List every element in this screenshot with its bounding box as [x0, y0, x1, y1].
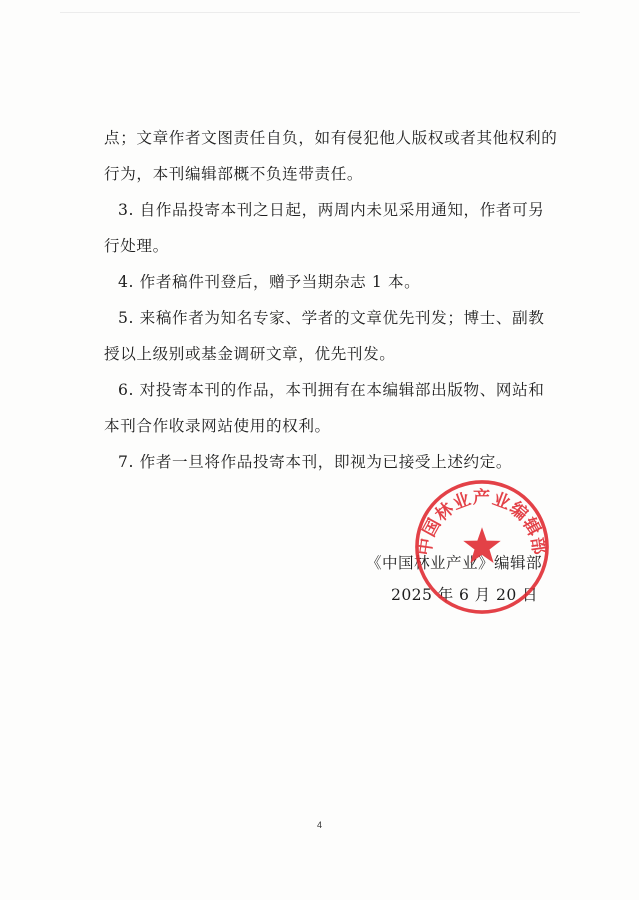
paragraph-5-line: 授以上级别或基金调研文章，优先刊发。 [104, 345, 396, 363]
seal-star-icon [463, 527, 500, 563]
paragraph-6-line: 6. 对投寄本刊的作品，本刊拥有在本编辑部出版物、网站和 [118, 381, 545, 399]
seal-text: 中国林业产业编辑部 [415, 488, 549, 557]
paragraph-4-line: 4. 作者稿件刊登后，赠予当期杂志 1 本。 [118, 273, 421, 291]
signature-organization: 《中国林业产业》编辑部 [366, 554, 542, 572]
paragraph-7-line: 7. 作者一旦将作品投寄本刊，即视为已接受上述约定。 [118, 453, 513, 471]
paragraph-3-line: 行处理。 [104, 237, 169, 255]
official-seal-stamp [413, 478, 551, 616]
signature-date: 2025 年 6 月 20 日 [391, 586, 539, 604]
paragraph-6-line: 本刊合作收录网站使用的权利。 [104, 417, 331, 435]
paragraph-3-line: 3. 自作品投寄本刊之日起，两周内未见采用通知，作者可另 [118, 201, 545, 219]
paragraph-2-line: 点；文章作者文图责任自负，如有侵犯他人版权或者其他权利的 [104, 129, 558, 147]
page-number: 4 [316, 820, 322, 830]
scan-artifact-line [60, 12, 580, 13]
paragraph-2-line: 行为，本刊编辑部概不负连带责任。 [104, 165, 364, 183]
paragraph-5-line: 5. 来稿作者为知名专家、学者的文章优先刊发；博士、副教 [118, 309, 545, 327]
